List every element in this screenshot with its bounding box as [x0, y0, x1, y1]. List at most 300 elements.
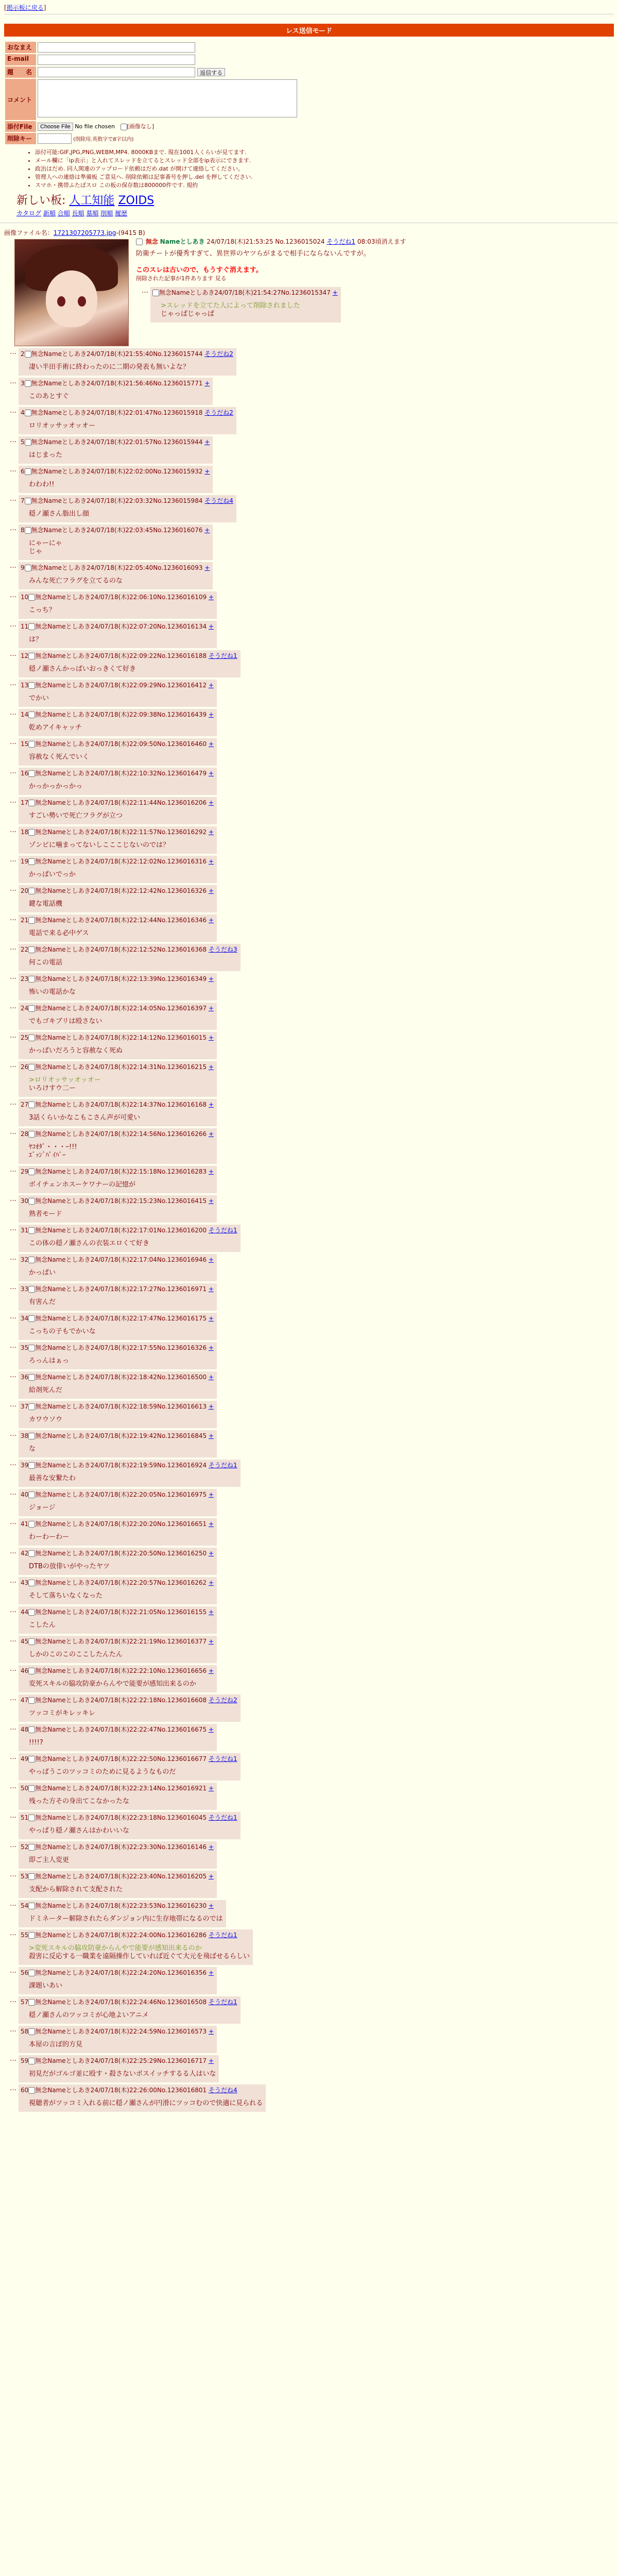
reply-arrow: … — [10, 1430, 16, 1438]
reply-header — [21, 408, 233, 417]
reply-arrow: … — [10, 1636, 16, 1643]
reply-sodane-link[interactable]: + — [208, 1873, 214, 1880]
reply-box — [19, 1929, 253, 1965]
reply-number: 52 — [21, 1843, 29, 1851]
reply-sodane-link[interactable]: + — [208, 1403, 214, 1410]
reply-sodane-link[interactable]: そうだね1 — [208, 652, 237, 659]
reply-header — [21, 945, 237, 954]
reply-arrow: … — [10, 1283, 16, 1291]
reply-arrow: … — [10, 436, 16, 444]
reply-sodane-link[interactable]: + — [208, 828, 214, 836]
reply-sodane-link[interactable]: + — [208, 682, 214, 689]
delkey-input[interactable] — [38, 133, 72, 144]
op-thumbnail-image[interactable] — [14, 239, 129, 346]
reply-select-checkbox[interactable] — [28, 594, 35, 601]
op-expire: 08:03頃消えます — [357, 238, 406, 245]
reply-body — [29, 1114, 214, 1122]
reply-header — [21, 496, 233, 505]
reply-header-text: 無念Nameとしあき24/07/18(木)22:03:32No.1236015984 — [31, 497, 203, 504]
reply-sodane-link[interactable]: + — [208, 1130, 214, 1138]
reply-arrow: … — [10, 378, 16, 385]
reply-sodane-link[interactable]: そうだね1 — [208, 1755, 237, 1762]
reply-number: 17 — [21, 799, 29, 806]
reply-number: 32 — [21, 1256, 29, 1263]
reply-box — [19, 1967, 217, 1994]
reply-header-text: 無念Nameとしあき24/07/18(木)22:14:31No.1236016215 — [35, 1063, 207, 1071]
reply-box — [19, 797, 217, 824]
reply-sodane-link[interactable]: そうだね3 — [208, 946, 237, 953]
reply-select-checkbox[interactable] — [28, 1815, 35, 1821]
reply-select-checkbox[interactable] — [28, 917, 35, 924]
reply-body — [29, 1944, 250, 1961]
reply-row — [4, 1032, 614, 1059]
reply-sodane-link[interactable]: + — [208, 1005, 214, 1012]
reply-select-checkbox[interactable] — [28, 653, 35, 659]
reply-sodane-link[interactable]: + — [208, 1843, 214, 1851]
reply-header — [21, 1637, 214, 1646]
reply-select-checkbox[interactable] — [152, 290, 159, 296]
reply-row — [4, 914, 614, 942]
reply-arrow: … — [10, 1929, 16, 1937]
reply-select-checkbox[interactable] — [28, 1609, 35, 1616]
choose-file-button[interactable]: Choose File — [38, 123, 73, 131]
reply-arrow: … — [10, 1548, 16, 1555]
reply-select-checkbox[interactable] — [28, 2087, 35, 2094]
reply-sodane-link[interactable]: + — [208, 711, 214, 718]
reply-select-checkbox[interactable] — [28, 829, 35, 836]
reply-select-checkbox[interactable] — [25, 468, 31, 475]
reply-sodane-link[interactable]: + — [208, 2028, 214, 2035]
reply-sodane-link[interactable]: + — [208, 1579, 214, 1586]
reply-row — [4, 1166, 614, 1193]
rules-list — [26, 148, 618, 190]
reply-sodane-link[interactable]: そうだね1 — [208, 1227, 237, 1234]
reply-select-checkbox[interactable] — [28, 1756, 35, 1762]
reply-box — [19, 591, 217, 619]
reply-sodane-link[interactable]: + — [204, 380, 210, 387]
reply-row — [4, 680, 614, 707]
reply-sodane-link[interactable]: + — [208, 887, 214, 894]
reply-sodane-link[interactable]: そうだね1 — [208, 1998, 237, 2006]
reply-number: 10 — [21, 594, 29, 601]
rule-item: • 管理人への連絡は準備板 ご意見へ. 削除依頼は記事番号を押し.del を押してください. — [35, 173, 618, 181]
reply-text: 乾めアイキャッチ — [29, 724, 82, 732]
reply-box — [19, 466, 213, 493]
reply-header-text: 無念Nameとしあき24/07/18(木)22:24:00No.1236016286 — [35, 1931, 207, 1939]
reply-select-checkbox[interactable] — [28, 1168, 35, 1175]
reply-sodane-link[interactable]: + — [208, 1063, 214, 1071]
reply-header-text: 無念Nameとしあき24/07/18(木)22:19:59No.1236016924 — [35, 1462, 207, 1469]
reply-select-checkbox[interactable] — [28, 1227, 35, 1234]
reply-row — [4, 1929, 614, 1965]
reply-arrow: … — [10, 2055, 16, 2063]
reply-sodane-link[interactable]: + — [208, 1667, 214, 1674]
op-number[interactable]: No.1236015024 — [275, 238, 325, 245]
reply-select-checkbox[interactable] — [28, 2028, 35, 2035]
thumbnail-eye — [57, 296, 65, 307]
reply-sodane-link[interactable]: + — [208, 623, 214, 630]
reply-select-checkbox[interactable] — [28, 1315, 35, 1322]
reply-quote: >ロリオッサッオッオー — [29, 1076, 101, 1084]
reply-body — [29, 577, 210, 585]
reply-header — [21, 1372, 214, 1381]
reply-select-checkbox[interactable] — [28, 1035, 35, 1041]
reply-number: 57 — [21, 1998, 29, 2006]
reply-number: 23 — [21, 975, 29, 982]
reply-row — [4, 1967, 614, 1994]
sort-deleted-link[interactable]: 削順 — [100, 210, 113, 217]
reply-sodane-link[interactable]: + — [208, 770, 214, 777]
reply-sodane-link[interactable]: + — [208, 975, 214, 982]
reply-box — [19, 709, 217, 736]
reply-arrow: … — [10, 348, 16, 356]
reply-arrow: … — [142, 287, 148, 295]
reply-select-checkbox[interactable] — [28, 1550, 35, 1557]
reply-arrow: … — [10, 1166, 16, 1174]
reply-arrow: … — [10, 1254, 16, 1262]
reply-row — [4, 1900, 614, 1927]
reply-select-checkbox[interactable] — [28, 1697, 35, 1704]
reply-select-checkbox[interactable] — [28, 1521, 35, 1528]
reply-box — [19, 826, 217, 854]
reply-select-checkbox[interactable] — [28, 1286, 35, 1293]
comment-label: コメント — [5, 79, 36, 120]
reply-sodane-link[interactable]: そうだね1 — [208, 1931, 237, 1939]
reply-sodane-link[interactable]: + — [208, 1432, 214, 1439]
reply-body — [29, 1856, 214, 1865]
reply-select-checkbox[interactable] — [25, 498, 31, 504]
reply-sodane-link[interactable]: + — [204, 468, 210, 475]
reply-sodane-link[interactable]: そうだね4 — [204, 497, 233, 504]
new-board-link-ai[interactable]: 人工知能 — [69, 194, 115, 207]
reply-sodane-link[interactable]: + — [208, 1520, 214, 1528]
reply-select-checkbox[interactable] — [25, 410, 31, 416]
reply-header — [21, 526, 210, 534]
reply-select-checkbox[interactable] — [28, 1462, 35, 1469]
reply-header-text: 無念Nameとしあき24/07/18(木)22:09:50No.1236016460 — [35, 740, 207, 748]
reply-body — [29, 539, 210, 556]
reply-select-checkbox[interactable] — [28, 623, 35, 630]
reply-number: 31 — [21, 1227, 29, 1234]
reply-box — [19, 1606, 217, 1634]
reply-sodane-link[interactable]: + — [208, 1550, 214, 1557]
reply-row — [4, 1313, 614, 1340]
reply-arrow: … — [10, 621, 16, 629]
new-boards — [16, 192, 618, 208]
reply-select-checkbox[interactable] — [28, 1999, 35, 2006]
reply-sodane-link[interactable]: + — [208, 594, 214, 601]
reply-arrow: … — [10, 1753, 16, 1761]
reply-select-checkbox[interactable] — [28, 1433, 35, 1439]
reply-box — [19, 1371, 217, 1399]
reply-select-checkbox[interactable] — [28, 682, 35, 689]
reply-header-text: 無念Nameとしあき24/07/18(木)22:11:57No.1236016292 — [35, 828, 207, 836]
reply-text: 凄い半田手術に終わったのに二期の発表も無いよな？ — [29, 363, 190, 371]
reply-select-checkbox[interactable] — [28, 1131, 35, 1138]
reply-text: 電話で来る必中ゲス — [29, 929, 89, 937]
sort-new-link[interactable]: 新順 — [43, 210, 56, 217]
reply-header — [21, 1100, 214, 1109]
reply-select-checkbox[interactable] — [28, 800, 35, 806]
catalog-link[interactable]: カタログ — [16, 210, 42, 217]
reply-header — [21, 1578, 214, 1587]
reply-sodane-link[interactable]: + — [208, 1344, 214, 1351]
reply-sodane-link[interactable]: そうだね2 — [204, 409, 233, 416]
reply-select-checkbox[interactable] — [28, 770, 35, 777]
reply-row — [4, 1401, 614, 1428]
reply-sodane-link[interactable]: + — [208, 1285, 214, 1293]
reply-select-checkbox[interactable] — [25, 351, 31, 358]
reply-body — [29, 393, 210, 401]
reply-header-text: 無念Nameとしあき24/07/18(木)22:21:19No.1236016377 — [35, 1638, 207, 1645]
reply-body — [29, 753, 214, 761]
reply-number: 27 — [21, 1101, 29, 1108]
reply-box — [19, 680, 217, 707]
reply-arrow: … — [10, 1967, 16, 1975]
reply-box — [19, 1195, 217, 1223]
back-link-row: [掲示板に戻る] — [4, 4, 46, 11]
reply-select-checkbox[interactable] — [28, 1403, 35, 1410]
reply-sodane-link[interactable]: + — [208, 1902, 214, 1909]
reply-arrow: … — [10, 738, 16, 746]
reply-select-checkbox[interactable] — [28, 741, 35, 748]
reply-select-checkbox[interactable] — [28, 2058, 35, 2064]
reply-sodane-link[interactable]: + — [332, 289, 338, 296]
reply-number: 7 — [21, 497, 25, 504]
reply-select-checkbox[interactable] — [28, 1374, 35, 1381]
reply-header-text: 無念Nameとしあき24/07/18(木)22:24:46No.1236016508 — [35, 1998, 207, 2006]
reply-select-checkbox[interactable] — [28, 711, 35, 718]
reply-arrow: … — [10, 1489, 16, 1497]
reply-sodane-link[interactable]: + — [208, 2057, 214, 2064]
reply-header — [21, 974, 214, 983]
reply-number: 30 — [21, 1197, 29, 1205]
reply-body — [29, 1680, 214, 1688]
reply-header-text: 無念Nameとしあき24/07/18(木)22:14:12No.1236016015 — [35, 1034, 207, 1041]
reply-header-text: 無念Nameとしあき24/07/18(木)22:19:42No.1236016845 — [35, 1432, 207, 1439]
reply-header-text: 無念Nameとしあき24/07/18(木)22:23:14No.1236016921 — [35, 1785, 207, 1792]
reply-select-checkbox[interactable] — [28, 1257, 35, 1263]
reply-box — [19, 1783, 217, 1810]
reply-sodane-link[interactable]: + — [208, 1034, 214, 1041]
reply-box — [19, 973, 217, 1001]
reply-header-text: 無念Nameとしあき24/07/18(木)22:02:00No.1236015932 — [31, 468, 203, 475]
reply-sodane-link[interactable]: + — [208, 1197, 214, 1205]
reply-select-checkbox[interactable] — [25, 439, 31, 446]
reply-header-text: 無念Nameとしあき24/07/18(木)22:15:23No.1236016415 — [35, 1197, 207, 1205]
reply-header-text: 無念Nameとしあき24/07/18(木)22:23:30No.1236016146 — [35, 1843, 207, 1851]
reply-sodane-link[interactable]: + — [208, 1969, 214, 1976]
reply-box — [19, 1342, 217, 1369]
reply-select-checkbox[interactable] — [28, 858, 35, 865]
reply-number: 42 — [21, 1550, 29, 1557]
reply-box — [19, 1812, 241, 1839]
reply-body — [29, 1621, 214, 1630]
reply-arrow: … — [10, 1812, 16, 1820]
reply-select-checkbox[interactable] — [28, 888, 35, 894]
reply-arrow: … — [10, 1783, 16, 1790]
reply-text: すごい勢いで死亡フラグが立つ — [29, 812, 123, 820]
reply-sodane-link[interactable]: + — [208, 1168, 214, 1175]
sort-count-link[interactable]: 合順 — [57, 210, 70, 217]
reply-arrow: … — [10, 1694, 16, 1702]
reply-header-text: 無念Nameとしあき24/07/18(木)22:20:05No.1236016975 — [35, 1491, 207, 1498]
reply-sodane-link[interactable]: + — [208, 1608, 214, 1616]
sort-grave-link[interactable]: 墓順 — [86, 210, 99, 217]
reply-row — [4, 1753, 614, 1781]
reply-sodane-link[interactable]: + — [204, 564, 210, 571]
reply-row — [4, 797, 614, 824]
reply-text: しかのこのこのここしたんたん — [29, 1651, 123, 1658]
reply-select-checkbox[interactable] — [28, 1873, 35, 1880]
comment-textarea[interactable] — [38, 79, 297, 117]
reply-body — [29, 1592, 214, 1600]
name-input[interactable] — [38, 42, 195, 53]
reply-sodane-link[interactable]: + — [208, 1315, 214, 1322]
op-sodane-link[interactable]: そうだね1 — [327, 238, 356, 245]
reply-arrow: … — [10, 1900, 16, 1908]
reply-text: みんな死亡フラグを立てるのな — [29, 577, 123, 585]
reply-row — [4, 1518, 614, 1546]
reply-box — [19, 1032, 217, 1059]
reply-body — [29, 1445, 214, 1453]
reply-text: ツッコミがキレッキレ — [29, 1709, 96, 1717]
reply-text: こっち？ — [29, 606, 56, 614]
op-select-checkbox[interactable] — [136, 239, 143, 245]
reply-sodane-link[interactable]: + — [208, 799, 214, 806]
email-input[interactable] — [38, 55, 195, 65]
op-subject: 無念 — [145, 238, 158, 245]
reply-header-text: 無念Nameとしあき24/07/18(木)22:23:18No.1236016045 — [35, 1814, 207, 1821]
reply-sodane-link[interactable]: そうだね4 — [208, 2087, 237, 2094]
reply-select-checkbox[interactable] — [25, 527, 31, 534]
reply-number: 49 — [21, 1755, 29, 1762]
reply-header-text: 無念Nameとしあき24/07/18(木)22:17:27No.1236016971 — [35, 1285, 207, 1293]
reply-row — [4, 650, 614, 677]
reply-body — [29, 2070, 216, 2078]
reply-body — [29, 422, 233, 430]
reply-select-checkbox[interactable] — [28, 1064, 35, 1071]
reply-select-checkbox[interactable] — [28, 1844, 35, 1851]
reply-row — [4, 1636, 614, 1663]
reply-sodane-link[interactable]: + — [208, 917, 214, 924]
reply-body — [29, 606, 214, 615]
reply-sodane-link[interactable]: そうだね1 — [208, 1462, 237, 1469]
reply-select-checkbox[interactable] — [28, 976, 35, 982]
reply-select-checkbox[interactable] — [28, 1198, 35, 1205]
reply-select-checkbox[interactable] — [28, 1005, 35, 1012]
reply-header-text: 無念Nameとしあき24/07/18(木)22:21:05No.1236016155 — [35, 1608, 207, 1616]
reply-sodane-link[interactable]: + — [208, 1256, 214, 1263]
history-link[interactable]: 履歴 — [115, 210, 128, 217]
reply-sodane-link[interactable]: + — [204, 438, 210, 446]
reply-body — [29, 1768, 237, 1776]
reply-sodane-link[interactable]: + — [208, 1374, 214, 1381]
file-status-text: No file chosen — [75, 123, 115, 130]
reply-sodane-link[interactable]: + — [208, 1491, 214, 1498]
reply-body — [29, 1533, 214, 1541]
reply-number: 29 — [21, 1168, 29, 1175]
reply-header — [21, 1930, 250, 1939]
reply-text: 残った方その身出てこなかったな — [29, 1798, 130, 1805]
reply-row — [4, 1548, 614, 1575]
sort-long-link[interactable]: 長順 — [72, 210, 84, 217]
reply-header — [21, 681, 214, 689]
reply-select-checkbox[interactable] — [28, 1726, 35, 1733]
reply-header — [21, 827, 214, 836]
reply-sodane-link[interactable]: + — [208, 1101, 214, 1108]
no-image-checkbox[interactable] — [121, 124, 127, 130]
reply-select-checkbox[interactable] — [28, 1638, 35, 1645]
reply-sodane-link[interactable]: + — [208, 1726, 214, 1733]
op-file-link[interactable]: 1721307205773.jpg — [53, 229, 116, 236]
reply-select-checkbox[interactable] — [28, 1101, 35, 1108]
reply-sodane-link[interactable]: + — [208, 858, 214, 865]
submit-button[interactable]: 返信する — [197, 68, 225, 76]
reply-sodane-link[interactable]: + — [208, 740, 214, 748]
reply-text: こしたん — [29, 1621, 56, 1629]
reply-select-checkbox[interactable] — [28, 1970, 35, 1976]
reply-sodane-link[interactable]: そうだね2 — [208, 1697, 237, 1704]
reply-body — [29, 1504, 214, 1512]
reply-select-checkbox[interactable] — [28, 1903, 35, 1909]
reply-row — [4, 1783, 614, 1810]
reply-box — [19, 621, 217, 648]
reply-header — [21, 1062, 214, 1071]
reply-box — [19, 768, 217, 795]
reply-arrow: … — [10, 2084, 16, 2092]
reply-body — [29, 510, 233, 518]
reply-select-checkbox[interactable] — [28, 1668, 35, 1674]
reply-arrow: … — [10, 1061, 16, 1069]
reply-number: 2 — [21, 350, 25, 358]
reply-box — [19, 2055, 219, 2082]
reply-sodane-link[interactable]: + — [208, 1638, 214, 1645]
reply-sodane-link[interactable]: そうだね1 — [208, 1814, 237, 1821]
subject-input[interactable] — [38, 67, 195, 77]
back-to-board-link[interactable]: 掲示板に戻る — [6, 4, 44, 11]
reply-select-checkbox[interactable] — [28, 1580, 35, 1586]
reply-header-text: 無念Nameとしあき24/07/18(木)22:09:22No.1236016188 — [35, 652, 207, 659]
reply-sodane-link[interactable]: + — [208, 1785, 214, 1792]
new-board-link-zoids[interactable]: ZOIDS — [118, 194, 154, 207]
reply-select-checkbox[interactable] — [28, 1492, 35, 1498]
reply-row — [4, 1371, 614, 1399]
reply-body — [29, 636, 214, 644]
reply-text: な — [29, 1445, 36, 1453]
reply-header-text: 無念Nameとしあき24/07/18(木)22:12:42No.1236016326 — [35, 887, 207, 894]
reply-sodane-link[interactable]: そうだね2 — [204, 350, 233, 358]
reply-text: 鍵な電話機 — [29, 900, 63, 908]
reply-select-checkbox[interactable] — [28, 1932, 35, 1939]
reply-select-checkbox[interactable] — [28, 1785, 35, 1792]
reply-select-checkbox[interactable] — [28, 1345, 35, 1351]
reply-text: 穏ノ瀬さんかっぱいおっきくて好き — [29, 665, 136, 673]
reply-select-checkbox[interactable] — [25, 565, 31, 571]
reply-arrow: … — [10, 1342, 16, 1350]
reply-row — [4, 1342, 614, 1369]
reply-text: !!!!? — [29, 1739, 43, 1747]
reply-number: 59 — [21, 2057, 29, 2064]
reply-text: カワウソウ — [29, 1416, 63, 1423]
reply-select-checkbox[interactable] — [28, 946, 35, 953]
reply-sodane-link[interactable]: + — [204, 527, 210, 534]
reply-number: 5 — [21, 438, 25, 446]
reply-number: 18 — [21, 828, 29, 836]
reply-box — [19, 1401, 217, 1428]
reply-select-checkbox[interactable] — [25, 380, 31, 387]
reply-box — [19, 436, 213, 464]
